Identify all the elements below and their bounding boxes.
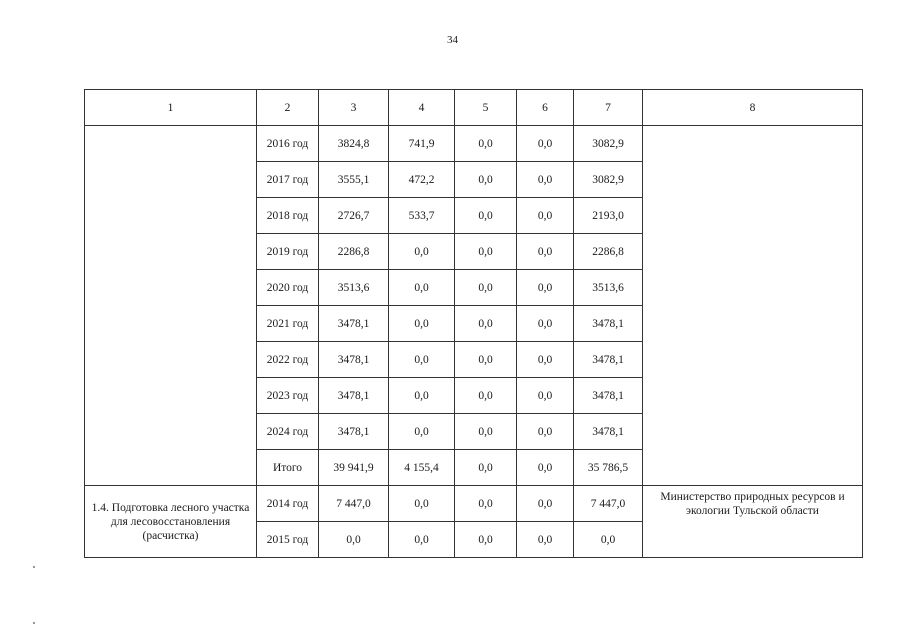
local-cell: 0,0	[517, 342, 574, 378]
federal-cell: 0,0	[389, 234, 455, 270]
activity-cell-continued	[85, 126, 257, 486]
regional-cell: 0,0	[455, 306, 517, 342]
local-cell: 0,0	[517, 162, 574, 198]
header-row	[85, 90, 863, 126]
local-cell: 0,0	[517, 522, 574, 558]
regional-cell: 0,0	[455, 522, 517, 558]
regional-cell: 0,0	[455, 126, 517, 162]
local-cell: 0,0	[517, 486, 574, 522]
extra-cell: 3478,1	[574, 306, 643, 342]
year-cell: 2022 год	[257, 342, 319, 378]
total-cell: 3555,1	[319, 162, 389, 198]
table-row	[85, 486, 863, 522]
column-number-4: 4	[389, 90, 455, 126]
total-cell: 2286,8	[319, 234, 389, 270]
regional-cell: 0,0	[455, 342, 517, 378]
local-cell: 0,0	[517, 414, 574, 450]
extra-cell: 3478,1	[574, 414, 643, 450]
regional-cell: 0,0	[455, 450, 517, 486]
federal-cell: 0,0	[389, 342, 455, 378]
total-label: Итого	[257, 450, 319, 486]
federal-cell: 0,0	[389, 378, 455, 414]
extra-cell: 3513,6	[574, 270, 643, 306]
federal-cell: 741,9	[389, 126, 455, 162]
scan-mark	[33, 622, 35, 624]
extra-cell: 3082,9	[574, 126, 643, 162]
column-number-7: 7	[574, 90, 643, 126]
total-cell: 0,0	[319, 522, 389, 558]
year-cell: 2020 год	[257, 270, 319, 306]
local-cell: 0,0	[517, 450, 574, 486]
year-cell: 2018 год	[257, 198, 319, 234]
year-cell: 2021 год	[257, 306, 319, 342]
extra-cell: 3478,1	[574, 342, 643, 378]
regional-cell: 0,0	[455, 162, 517, 198]
regional-cell: 0,0	[455, 198, 517, 234]
federal-cell: 472,2	[389, 162, 455, 198]
scan-mark	[33, 566, 35, 568]
federal-cell: 0,0	[389, 414, 455, 450]
local-cell: 0,0	[517, 270, 574, 306]
year-cell: 2014 год	[257, 486, 319, 522]
federal-cell: 0,0	[389, 486, 455, 522]
local-cell: 0,0	[517, 306, 574, 342]
column-number-6: 6	[517, 90, 574, 126]
local-cell: 0,0	[517, 378, 574, 414]
year-cell: 2015 год	[257, 522, 319, 558]
extra-cell: 35 786,5	[574, 450, 643, 486]
total-cell: 3478,1	[319, 414, 389, 450]
regional-cell: 0,0	[455, 486, 517, 522]
local-cell: 0,0	[517, 234, 574, 270]
executor-name: Министерство природных ресурсов и экологии Тульской области	[643, 486, 863, 558]
federal-cell: 533,7	[389, 198, 455, 234]
total-cell: 3824,8	[319, 126, 389, 162]
total-cell: 3478,1	[319, 306, 389, 342]
federal-cell: 4 155,4	[389, 450, 455, 486]
total-cell: 2726,7	[319, 198, 389, 234]
regional-cell: 0,0	[455, 270, 517, 306]
extra-cell: 3082,9	[574, 162, 643, 198]
table-row	[85, 126, 863, 162]
executor-cell-continued	[643, 126, 863, 486]
extra-cell: 2193,0	[574, 198, 643, 234]
federal-cell: 0,0	[389, 522, 455, 558]
column-number-8: 8	[643, 90, 863, 126]
budget-table	[84, 89, 863, 558]
total-cell: 39 941,9	[319, 450, 389, 486]
total-cell: 3478,1	[319, 378, 389, 414]
year-cell: 2023 год	[257, 378, 319, 414]
local-cell: 0,0	[517, 198, 574, 234]
column-number-3: 3	[319, 90, 389, 126]
federal-cell: 0,0	[389, 270, 455, 306]
federal-cell: 0,0	[389, 306, 455, 342]
activity-name: 1.4. Подготовка лесного участка для лесовосстановления (расчистка)	[85, 486, 257, 558]
year-cell: 2017 год	[257, 162, 319, 198]
column-number-5: 5	[455, 90, 517, 126]
regional-cell: 0,0	[455, 378, 517, 414]
total-cell: 3478,1	[319, 342, 389, 378]
extra-cell: 0,0	[574, 522, 643, 558]
column-number-2: 2	[257, 90, 319, 126]
extra-cell: 3478,1	[574, 378, 643, 414]
extra-cell: 2286,8	[574, 234, 643, 270]
page-number: 34	[447, 34, 458, 46]
regional-cell: 0,0	[455, 414, 517, 450]
year-cell: 2024 год	[257, 414, 319, 450]
regional-cell: 0,0	[455, 234, 517, 270]
extra-cell: 7 447,0	[574, 486, 643, 522]
year-cell: 2019 год	[257, 234, 319, 270]
total-cell: 3513,6	[319, 270, 389, 306]
local-cell: 0,0	[517, 126, 574, 162]
total-cell: 7 447,0	[319, 486, 389, 522]
year-cell: 2016 год	[257, 126, 319, 162]
column-number-1: 1	[85, 90, 257, 126]
